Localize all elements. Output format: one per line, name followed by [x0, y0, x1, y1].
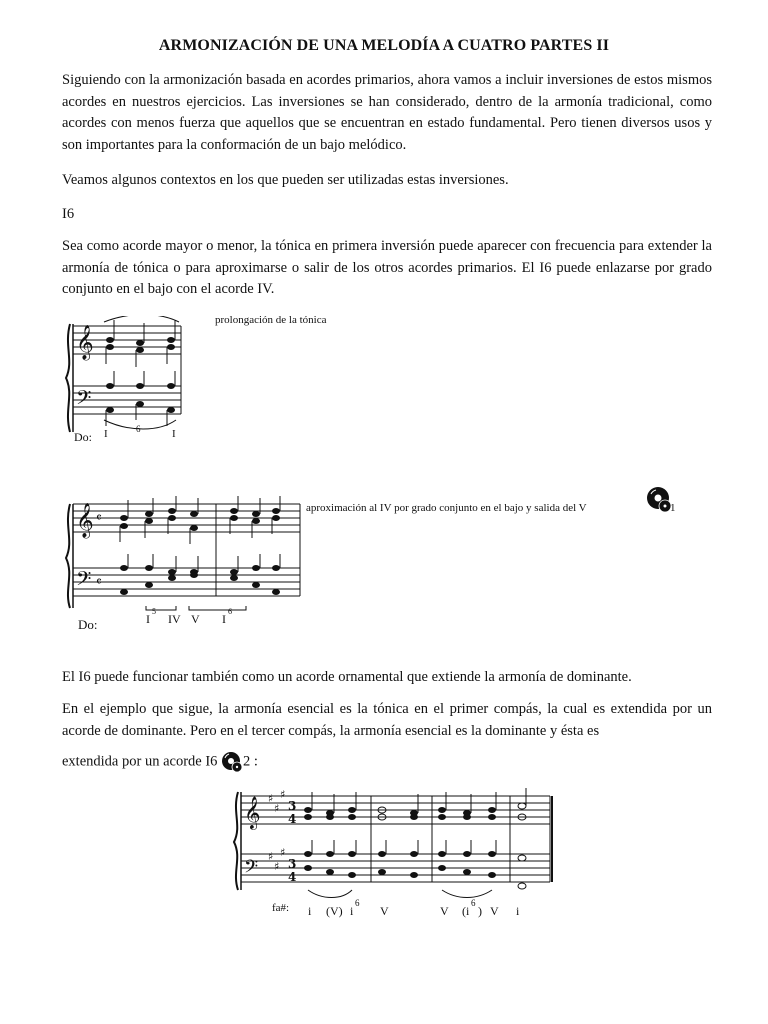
svg-text:♯: ♯ — [268, 850, 274, 863]
example-1-numeral: 6 — [136, 424, 141, 434]
music-example-3 — [232, 786, 554, 898]
example-3-numeral: ) — [478, 904, 482, 918]
example-3-numeral: V — [440, 904, 449, 918]
example-3-numeral: V — [490, 904, 499, 918]
svg-text:𝄢: 𝄢 — [76, 567, 92, 595]
example-1-numeral: I — [172, 428, 176, 440]
svg-text:𝄢: 𝄢 — [76, 386, 92, 414]
svg-text:♯: ♯ — [280, 788, 286, 801]
svg-text:4: 4 — [288, 812, 297, 826]
example-3-numeral: (V) — [326, 904, 343, 918]
example-3-numeral: (i — [462, 904, 470, 918]
svg-text:♯: ♯ — [274, 860, 280, 873]
example-2-numeral: 5 — [152, 607, 156, 616]
example-2-key: Do: — [78, 617, 98, 632]
example-3-numeral: i — [350, 904, 354, 918]
example-last-text: extendida por un acorde I6 — [62, 753, 218, 770]
example-last-line — [62, 751, 712, 773]
example-1-key: Do: — [74, 430, 92, 444]
svg-text:3: 3 — [288, 857, 297, 871]
example-3-numeral: i — [308, 904, 312, 918]
example-2-numeral: V — [191, 612, 200, 626]
example-last-suffix: : — [250, 753, 258, 770]
svg-text:𝄴: 𝄴 — [96, 511, 102, 526]
example-3-numeral: V — [380, 904, 389, 918]
svg-text:♯: ♯ — [274, 802, 280, 815]
svg-text:𝄞: 𝄞 — [76, 503, 94, 538]
section-heading-i6: I6 — [62, 206, 75, 222]
contexts-paragraph: Veamos algunos contextos en los que pueden ser utilizadas estas inversiones. — [62, 172, 509, 188]
example-3-key: fa#: — [272, 902, 290, 914]
svg-text:𝄞: 𝄞 — [76, 325, 94, 360]
music-example-2 — [64, 496, 304, 616]
svg-text:𝄞: 𝄞 — [244, 796, 261, 829]
page-title: ARMONIZACIÓN DE UNA MELODÍA A CUATRO PARTES II — [158, 37, 610, 54]
example-1-numeral: I — [104, 428, 108, 440]
example-3-numeral: 6 — [471, 898, 476, 908]
svg-text:3: 3 — [288, 799, 297, 813]
svg-text:♯: ♯ — [280, 846, 286, 859]
tonic-paragraph: Sea como acorde mayor o menor, la tónica en primera inversión puede aparecer con frecuencia para extender la armonía de tónica o para aproximarse o salir de los otros acordes primarios. El I6 puede enlazarse por grado conjunto en el bajo con el acorde IV. — [62, 238, 712, 297]
intro-paragraph: Siguiendo con la armonización basada en acordes primarios, ahora vamos a incluir inversiones de estos mismos acordes en nuestros ejercicios. Las inversiones se han considerado, dentro de la armonía tradicional, como acordes con menos fuerza que aquellos que se encuentran en estado fundamental. Pero tienen diversos usos y son importantes para la conformación de un bajo melódico. — [62, 72, 712, 153]
svg-text:𝄴: 𝄴 — [96, 575, 102, 590]
example-3-numeral: i — [516, 904, 520, 918]
example-1-caption: prolongación de la tónica — [215, 314, 327, 326]
example-intro-paragraph: En el ejemplo que sigue, la armonía esencial es la tónica en el primer compás, la cual es extendida por un acorde de dominante. Pero en el tercer compás, la armonía esencial es la dominante y ésta es — [62, 701, 712, 739]
example-2-numeral: IV — [168, 612, 181, 626]
example-2-numeral: I — [222, 612, 226, 626]
audio-cd-icon[interactable] — [221, 751, 243, 773]
example-2-numeral: 6 — [228, 607, 232, 616]
svg-text:𝄢: 𝄢 — [244, 857, 259, 882]
example-3-numeral: 6 — [355, 898, 360, 908]
svg-text:♯: ♯ — [268, 792, 274, 805]
music-example-1 — [64, 316, 194, 446]
example-2-numeral: I — [146, 612, 150, 626]
example-3-audio-number: 2 — [243, 753, 251, 770]
svg-text:4: 4 — [288, 870, 297, 884]
example-2-audio-number: 1 — [670, 502, 676, 514]
ornamental-paragraph: El I6 puede funcionar también como un acorde ornamental que extiende la armonía de dominante. — [62, 669, 632, 685]
example-2-caption: aproximación al IV por grado conjunto en el bajo y salida del V — [306, 502, 587, 514]
